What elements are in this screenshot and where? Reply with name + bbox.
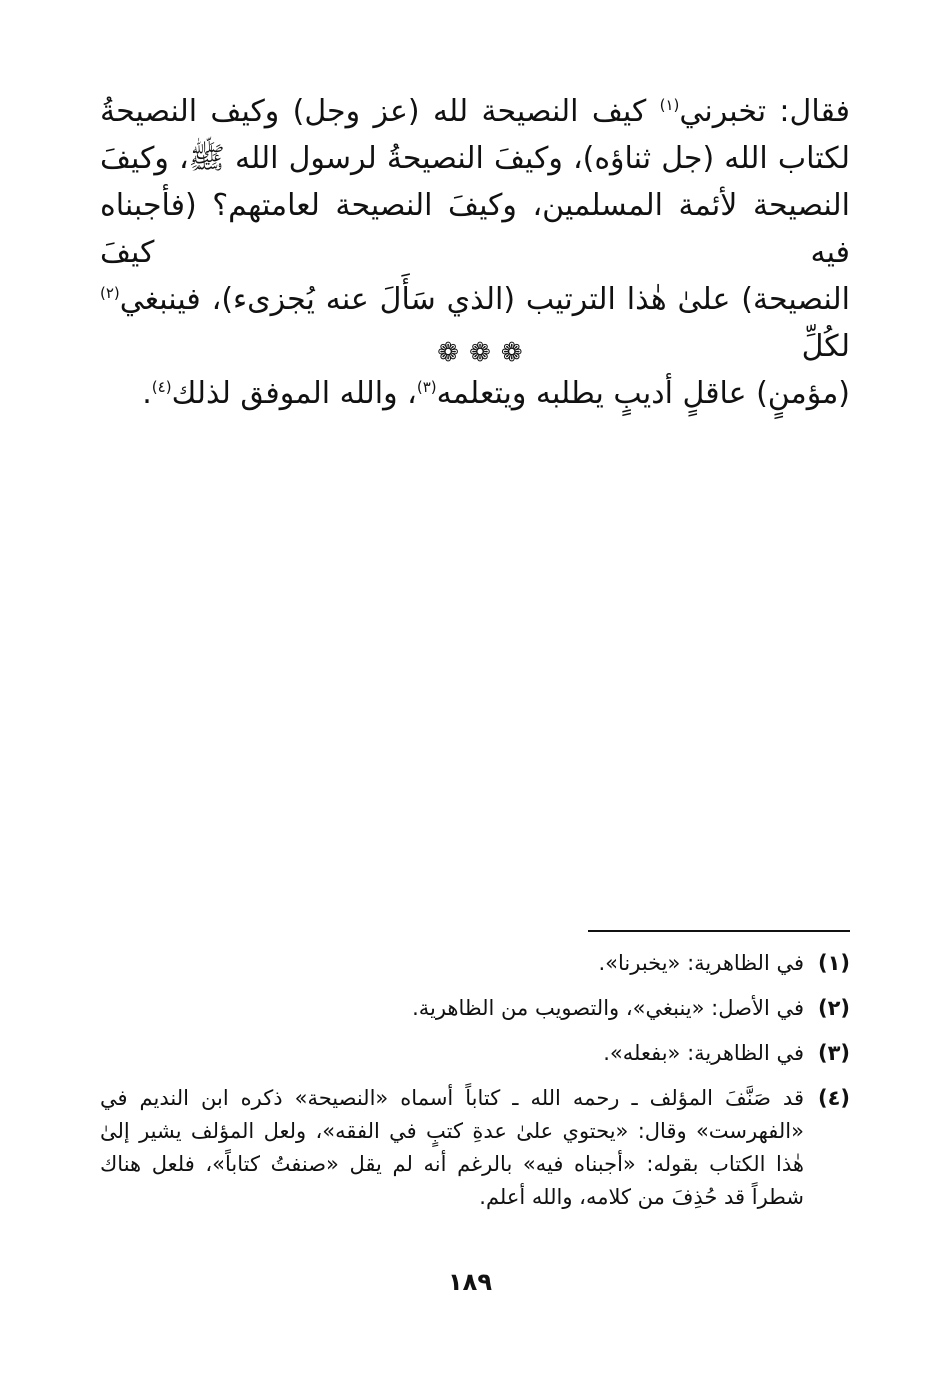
footnote-number: (٣) [817,1041,850,1065]
text-line [100,135,850,182]
text-segment: النصيحة) علىٰ هٰذا الترتيب (الذي سَأَلَ عنه يُجزىء)، فينبغي [119,282,850,317]
footnote-number: (١) [817,951,850,975]
footnote-item [100,992,850,1025]
page-number: ١٨٩ [448,1268,492,1296]
flower-ornament-icon: ❁ [437,338,460,368]
text-line [100,370,850,417]
text-segment: . [142,376,152,411]
footnote-ref: (٤) [151,378,172,396]
footnote-text: في الظاهرية: «يخبرنا». [598,951,804,975]
flower-ornament-icon: ❁ [500,338,523,368]
footnote-ref: (١) [659,96,680,114]
footnote-text: في الظاهرية: «بفعله». [603,1041,804,1065]
text-segment: كيف النصيحة لله (عز وجل) وكيف النصيحةُ [100,94,660,129]
text-segment: النصيحة لأئمة المسلمين، وكيفَ النصيحة لعامتهم؟ (فأجبناه فيه كيفَ [100,188,850,270]
text-line [100,182,850,276]
footnote-ref: (٣) [416,378,437,396]
text-segment: لكُلِّ [801,329,850,364]
text-segment: (مؤمنٍ) عاقلٍ أديبٍ يطلبه ويتعلمه [436,376,850,411]
footnote-item [100,1037,850,1070]
footnote-separator [588,930,850,932]
footnote-ref: (٢) [100,284,120,302]
footnote-number: (٤) [817,1086,850,1110]
footnote-text: في الأصل: «ينبغي»، والتصويب من الظاهرية. [412,996,804,1020]
footnotes [100,947,850,1226]
text-line [100,88,850,135]
footnote-number: (٢) [817,996,850,1020]
footnote-item [100,1082,850,1214]
flower-ornament-icon: ❁ [469,338,491,368]
section-ornament [420,333,540,373]
footnote-item [100,947,850,980]
footnote-text: قد صَنَّفَ المؤلف ـ رحمه الله ـ كتاباً أسماه «النصيحة» ذكره ابن النديم في «الفهرست» وقال: «يحتوي علىٰ عدةِ كتبٍ في الفقه»، ولعل المؤلف يشير إلىٰ هٰذا الكتاب بقوله: «أجبناه فيه» بالرغم أنه لم يقل «صنفتُ كتاباً»، فلعل هناك شطراً قد حُذِفَ من كلامه، والله أعلم. [100,1086,804,1209]
text-segment: لكتاب الله (جل ثناؤه)، وكيفَ النصيحةُ لرسول الله ﷺ، وكيفَ [100,141,850,176]
text-segment: فقال: تخبرني [679,94,850,129]
text-segment: ، والله الموفق لذلك [171,376,417,411]
